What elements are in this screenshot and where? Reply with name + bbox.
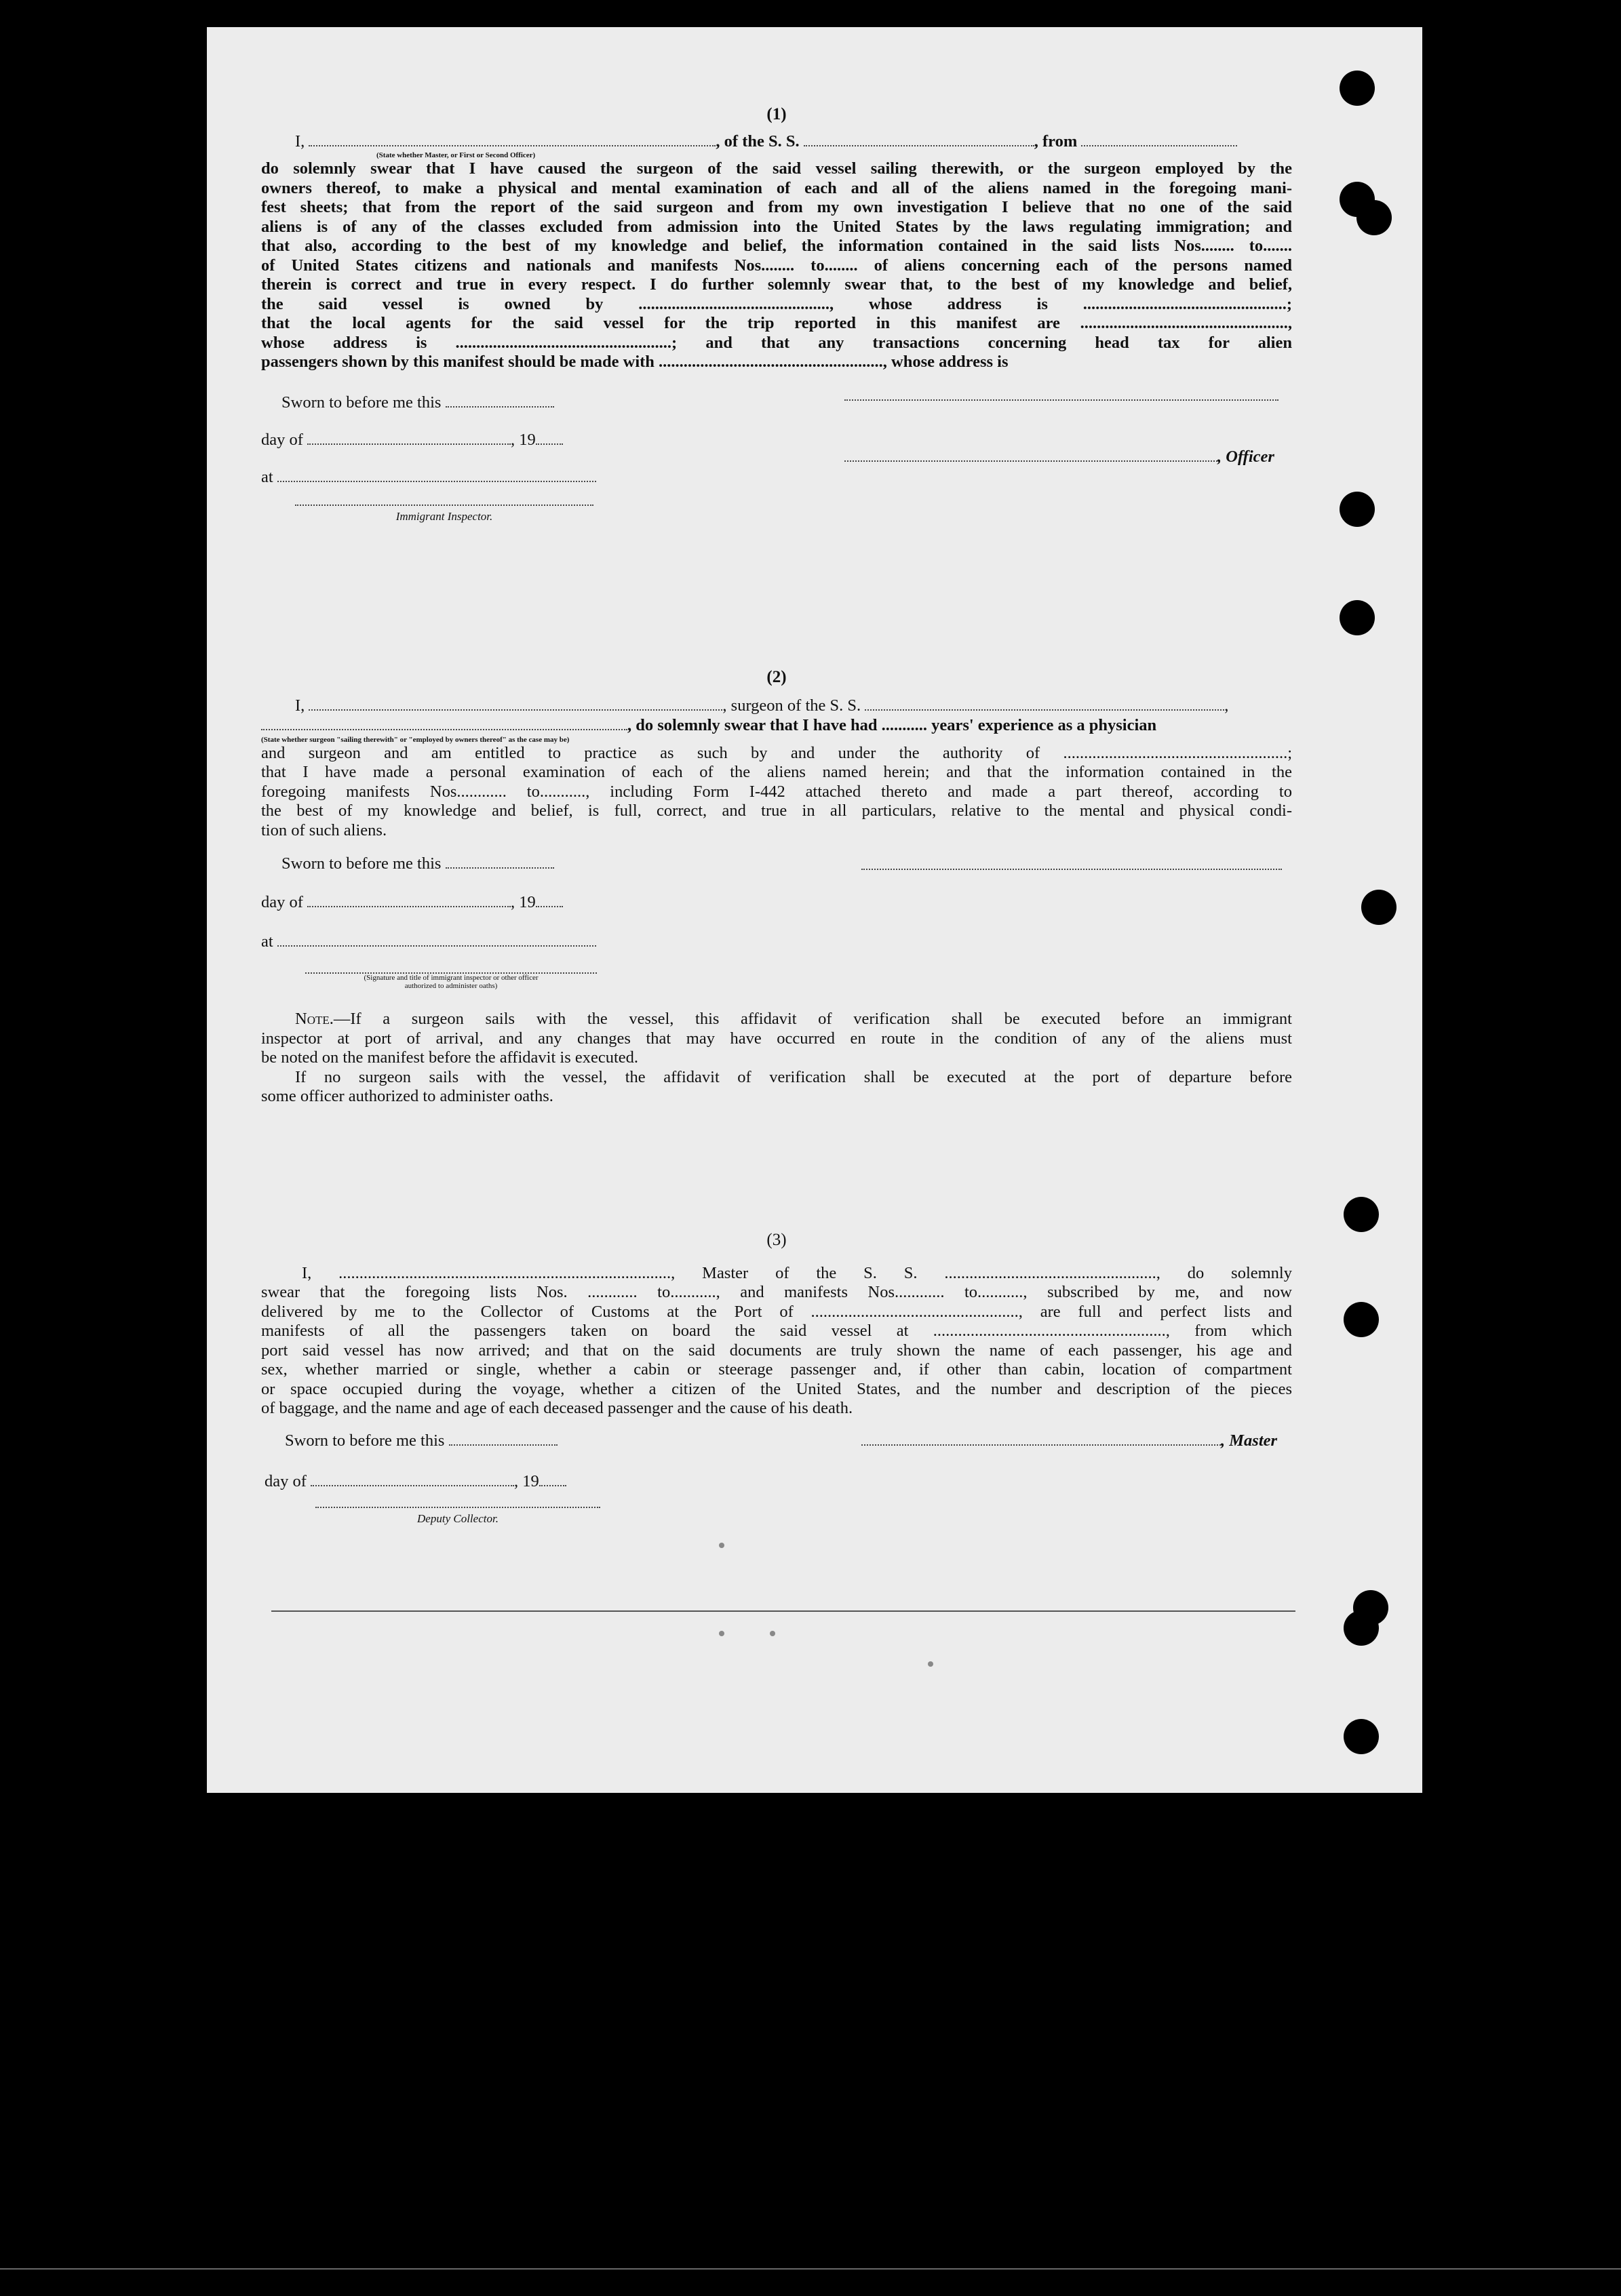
day-field-1[interactable] xyxy=(307,430,511,445)
s1body-line: passengers shown by this manifest should be made with ......................................................, whose address is xyxy=(261,353,1009,371)
section-2-signatures xyxy=(261,840,1292,1010)
punch-hole xyxy=(1356,200,1392,235)
punch-hole xyxy=(1344,1610,1379,1646)
signature-caption-2: (Signature and title of immigrant inspector or other officer authorized to administer oaths) xyxy=(305,972,597,990)
speck xyxy=(928,1661,933,1667)
at-field-2[interactable] xyxy=(277,932,596,947)
s2body-line: tion of such aliens. xyxy=(261,820,387,839)
surgeon-signature-field[interactable] xyxy=(861,855,1282,870)
note-label: Note. xyxy=(295,1010,334,1028)
s3body-line: or space occupied during the voyage, whether a citizen of the United States, and the number and description of the pieces xyxy=(261,1379,1292,1398)
note-line: inspector at port of arrival, and any changes that may have occurred en route in the condition of any of the aliens must xyxy=(261,1029,1292,1048)
section-2-second-line: , do solemnly swear that I have had ........... years' experience as a physician xyxy=(261,715,1292,736)
note-2-line: If no surgeon sails with the vessel, the affidavit of verification shall be executed at the port of departure before xyxy=(295,1067,1292,1086)
officer-field[interactable] xyxy=(844,447,1217,462)
s1body-line: whose address is ....................................................; and that any transactions concerning head tax for alien xyxy=(261,333,1292,352)
at-line-2: at xyxy=(261,932,596,952)
s1body-line: fest sheets; that from the report of the said surgeon and from my own investigation I believe that no one of the said xyxy=(261,198,1292,216)
speck xyxy=(719,1631,724,1636)
note-2-line: some officer authorized to administer oaths. xyxy=(261,1087,553,1105)
sworn-line-1: Sworn to before me this xyxy=(281,393,554,413)
speck xyxy=(770,1631,775,1636)
s2body-line: and surgeon and am entitled to practice as such by and under the authority of ......................................................; xyxy=(261,743,1292,762)
at-line-1: at xyxy=(261,467,596,488)
sworn-date-field-2[interactable] xyxy=(446,854,554,869)
punch-hole xyxy=(1361,890,1397,925)
s1body-line: the said vessel is owned by .............................................., whose address is .................................................; xyxy=(261,294,1292,313)
at-field-1[interactable] xyxy=(277,467,596,482)
surgeon-type-field[interactable] xyxy=(261,715,627,730)
master-signature: , Master xyxy=(861,1431,1277,1451)
section-2-first-line: I, , surgeon of the S. S. , xyxy=(295,696,1229,715)
s1body-line: do solemnly swear that I have caused the surgeon of the said vessel sailing therewith, or the surgeon employed by the xyxy=(261,159,1292,178)
s3body-line: of baggage, and the name and age of each deceased passenger and the cause of his death. xyxy=(261,1399,853,1417)
day-field-3[interactable] xyxy=(311,1471,514,1486)
note-text: —If a surgeon sails with the vessel, this affidavit of verification shall be executed before an immigrant xyxy=(333,1010,1292,1028)
punch-hole xyxy=(1340,71,1375,106)
punch-hole xyxy=(1344,1719,1379,1754)
punch-hole xyxy=(1340,600,1375,635)
master-name-field[interactable] xyxy=(309,132,716,146)
s2body-line: that I have made a personal examination of each of the aliens named herein; and that the information contained in the xyxy=(261,763,1292,781)
punch-hole xyxy=(1344,1197,1379,1232)
section-2-number: (2) xyxy=(766,668,787,686)
sworn-line-2: Sworn to before me this xyxy=(281,854,554,874)
section-1-signatures xyxy=(261,372,1292,569)
s1body-line: owners thereof, to make a physical and mental examination of each and all of the aliens named in the foregoing mani- xyxy=(261,178,1292,197)
punch-hole xyxy=(1340,492,1375,527)
s1body-line: therein is correct and true in every respect. I do further solemnly swear that, to the best of my knowledge and belief, xyxy=(261,275,1292,294)
officer-signature: , Officer xyxy=(844,447,1274,467)
s2body-line: the best of my knowledge and belief, is full, correct, and true in all particulars, relative to the mental and physical condi- xyxy=(261,801,1292,820)
sworn-date-field-1[interactable] xyxy=(446,393,554,408)
year-field-1[interactable] xyxy=(536,430,563,445)
s2body-line: foregoing manifests Nos............ to..........., including Form I-442 attached thereto and made a part thereof, according to xyxy=(261,782,1292,801)
section-1-body xyxy=(261,159,1292,372)
surgeon-signature xyxy=(861,855,1282,875)
section-3-body xyxy=(261,1264,1292,1419)
s3body-line: manifests of all the passengers taken on board the said vessel at ........................................................, from which xyxy=(261,1322,1292,1340)
inspector-signature: Immigrant Inspector. xyxy=(295,504,593,527)
caption-surgeon: (State whether surgeon "sailing therewith" or "employed by owners thereof" as the case may be) xyxy=(261,735,570,744)
deputy-collector-signature: Deputy Collector. xyxy=(315,1507,600,1529)
s3body-line: delivered by me to the Collector of Customs at the Port of .................................................., are full and perfect lists and xyxy=(261,1302,1292,1321)
day-line-2: day of , 19 xyxy=(261,892,563,913)
vessel-name-field[interactable] xyxy=(804,132,1034,146)
caption-master: (State whether Master, or First or Second Officer) xyxy=(376,151,536,159)
year-field-2[interactable] xyxy=(536,892,563,907)
section-3-signatures xyxy=(261,1419,1292,1534)
day-line-3: day of , 19 xyxy=(265,1471,566,1492)
bottom-rule xyxy=(271,1610,1295,1612)
section-1-number: (1) xyxy=(766,105,787,123)
s1body-line: aliens is of any of the classes excluded from admission into the United States by the laws regulating immigration; and xyxy=(261,217,1292,236)
frame-bottom-line xyxy=(0,2268,1621,2270)
from-port-field[interactable] xyxy=(1081,132,1237,146)
s1body-line: that also, according to the best of my knowledge and belief, the information contained in the said lists Nos........ to....... xyxy=(261,237,1292,255)
section-1-first-line: I, , of the S. S. , from xyxy=(261,132,1292,152)
surgeon-vessel-field[interactable] xyxy=(865,696,1224,711)
master-signature-field[interactable] xyxy=(861,1431,1221,1446)
section-1 xyxy=(261,105,1292,569)
section-3-number: (3) xyxy=(766,1231,787,1249)
section-2-body xyxy=(261,744,1292,841)
surgeon-name-field[interactable] xyxy=(309,696,722,711)
note-paragraph xyxy=(261,1010,1292,1068)
s1body-line: of United States citizens and nationals and manifests Nos........ to........ of aliens concerning each of the persons named xyxy=(261,256,1292,275)
note-paragraph-2 xyxy=(261,1068,1292,1107)
s3body-line: swear that the foregoing lists Nos. ............ to..........., and manifests Nos............ to..........., subscribed by me, and now xyxy=(261,1283,1292,1301)
speck xyxy=(719,1543,724,1548)
s1body-line: that the local agents for the said vessel for the trip reported in this manifest are .................................................., xyxy=(261,314,1292,332)
note-line: be noted on the manifest before the affidavit is executed. xyxy=(261,1048,639,1067)
s3body-line: I, ................................................................................, Master of the S. S. ..................................................., do solemnly xyxy=(302,1263,1292,1282)
section-2 xyxy=(261,668,1292,1107)
note-line xyxy=(261,1010,1292,1029)
day-field-2[interactable] xyxy=(307,892,511,907)
s3body-line: port said vessel has now arrived; and that on the said documents are truly shown the name of each passenger, his age and xyxy=(261,1341,1292,1360)
year-field-3[interactable] xyxy=(539,1471,566,1486)
section-3 xyxy=(261,1231,1292,1534)
officer-line-top xyxy=(844,399,1278,401)
form-page xyxy=(207,27,1422,1793)
punch-hole xyxy=(1344,1302,1379,1337)
sworn-line-3: Sworn to before me this xyxy=(285,1431,558,1451)
day-line-1: day of , 19 xyxy=(261,430,563,450)
s3body-line: sex, whether married or single, whether a cabin or steerage passenger and, if other than cabin, location of compartment xyxy=(261,1360,1292,1379)
sworn-date-field-3[interactable] xyxy=(449,1431,558,1446)
